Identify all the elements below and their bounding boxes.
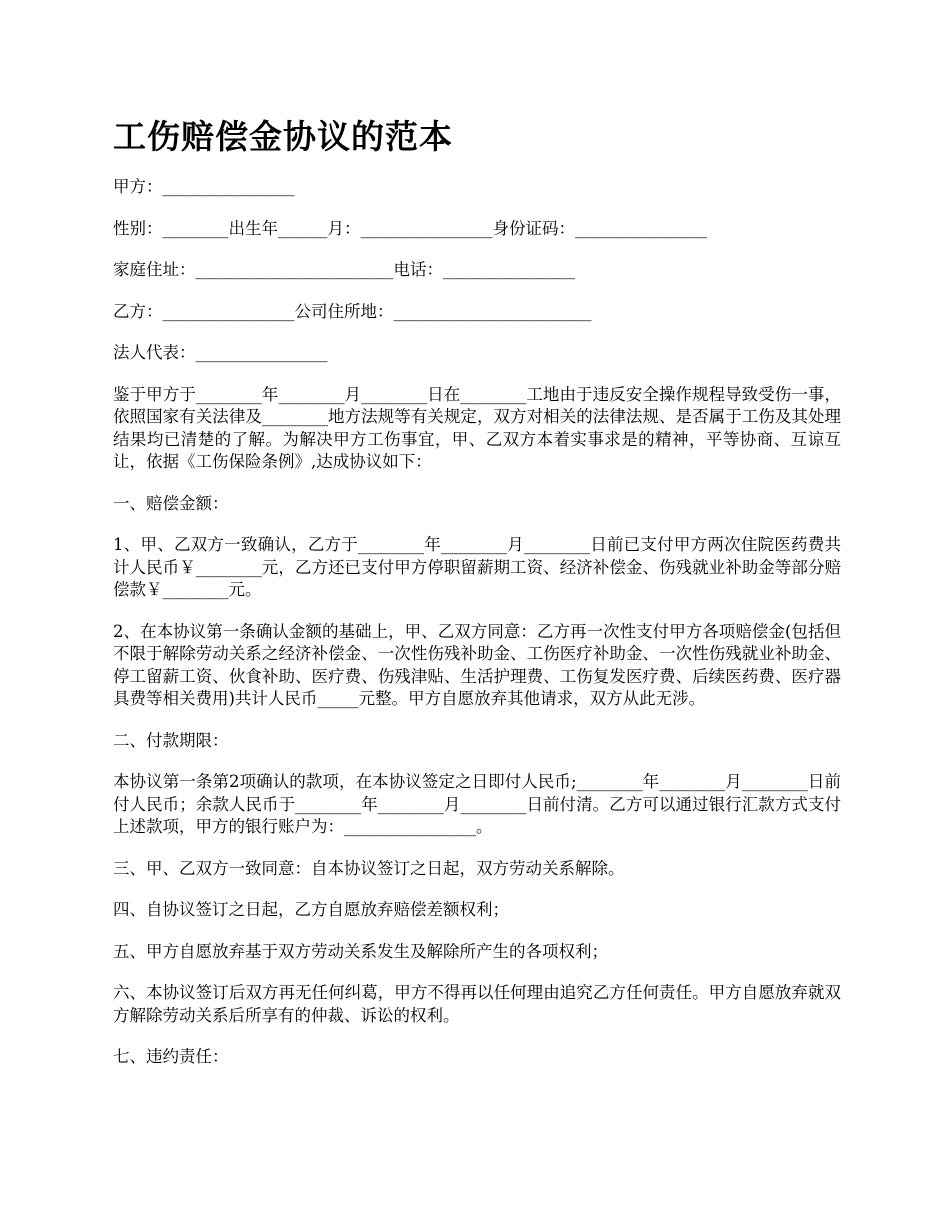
section-3-paragraph: 三、甲、乙双方一致同意：自本协议签订之日起，双方劳动关系解除。 — [113, 858, 625, 878]
section-1-heading: 一、赔偿金额： — [113, 493, 229, 513]
payment-term-paragraph: 本协议第一条第2项确认的款项，在本协议签定之日即付人民币;________年________月________日前付人民币；余款人民币于________年________月________日前付清。乙方可以通过银行汇款方式支付上述款项，甲方的银行账户为：________________。 — [113, 772, 841, 836]
clause-1-1-paragraph: 1、甲、乙双方一致确认，乙方于________年________月________日前已支付甲方两次住院医药费共计人民币￥________元，乙方还已支付甲方停职留薪期工资、经济补偿金、伤残就业补助金等部分赔偿款￥________元。 — [113, 535, 841, 599]
party-b-line: 乙方：________________公司住所地：________________________ — [113, 301, 592, 321]
preamble-paragraph: 鉴于甲方于________年________月________日在________工地由于违反安全操作规程导致受伤一事，依照国家有关法律及________地方法规等有关规定，双方对相关的法律法规、是否属于工伤及其处理结果均已清楚的了解。为解决甲方工伤事宜，甲、乙双方本着实事求是的精神，平等协商、互谅互让，依据《工伤保险条例》,达成协议如下： — [113, 384, 841, 471]
document-title: 工伤赔偿金协议的范本 — [113, 117, 453, 156]
section-5-paragraph: 五、甲方自愿放弃基于双方劳动关系发生及解除所产生的各项权利； — [113, 941, 608, 961]
section-6-paragraph: 六、本协议签订后双方再无任何纠葛，甲方不得再以任何理由追究乙方任何责任。甲方自愿放弃就双方解除劳动关系后所享有的仲裁、诉讼的权利。 — [113, 983, 841, 1025]
clause-1-2-paragraph: 2、在本协议第一条确认金额的基础上，甲、乙双方同意：乙方再一次性支付甲方各项赔偿金(包括但不限于解除劳动关系之经济补偿金、一次性伤残补助金、工伤医疗补助金、一次性伤残就业补助金、停工留薪工资、伙食补助、医疗费、伤残津贴、生活护理费、工伤复发医疗费、后续医药费、医疗器具费等相关费用)共计人民币_____元整。甲方自愿放弃其他请求，双方从此无涉。 — [113, 621, 841, 708]
section-4-paragraph: 四、自协议签订之日起，乙方自愿放弃赔偿差额权利； — [113, 900, 509, 919]
section-7-heading: 七、违约责任： — [113, 1047, 229, 1066]
legal-representative-line: 法人代表：________________ — [113, 343, 328, 362]
section-2-heading: 二、付款期限： — [113, 730, 229, 750]
document-page — [113, 112, 841, 1088]
party-a-details-line: 性别：________出生年______月：________________身份证码：________________ — [113, 218, 707, 238]
party-a-line: 甲方：________________ — [113, 177, 295, 196]
party-a-address-line: 家庭住址：________________________电话：________________ — [113, 260, 575, 279]
